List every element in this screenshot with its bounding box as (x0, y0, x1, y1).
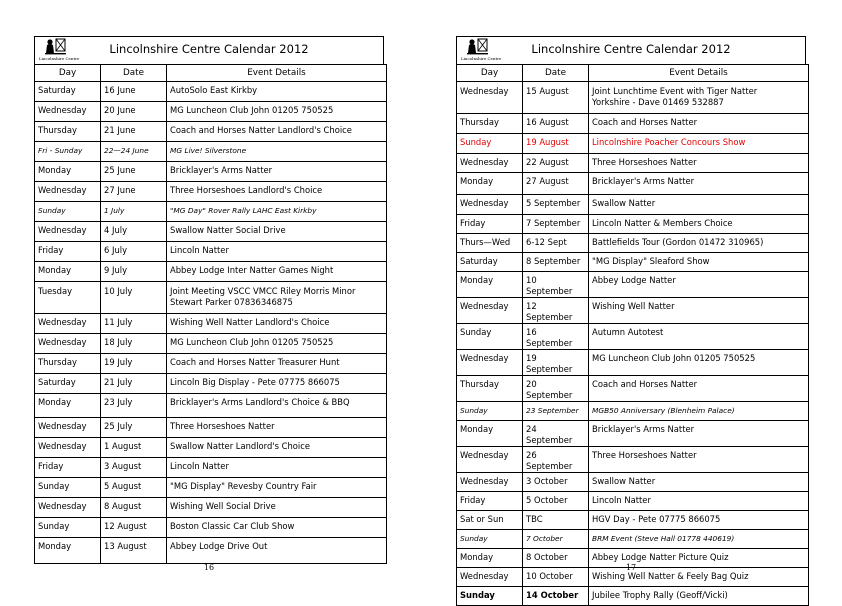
date-cell: 24 September (523, 421, 589, 447)
day-cell: Wednesday (457, 154, 523, 173)
date-cell: 21 June (101, 122, 167, 142)
date-cell: 5 September (523, 195, 589, 215)
day-cell: Thurs—Wed (457, 234, 523, 253)
event-cell: Bricklayer's Arms Natter (589, 421, 809, 447)
day-cell: Sat or Sun (457, 511, 523, 530)
day-cell: Wednesday (35, 334, 101, 354)
date-cell: 27 June (101, 182, 167, 202)
day-cell: Wednesday (35, 182, 101, 202)
table-row (35, 538, 387, 564)
table-row (457, 195, 809, 215)
table-row (35, 354, 387, 374)
day-header: Day (457, 65, 523, 82)
date-cell: TBC (523, 511, 589, 530)
table-row (35, 202, 387, 222)
event-cell: "MG Day" Rover Rally LAHC East Kirkby (167, 202, 387, 222)
day-cell: Monday (35, 162, 101, 182)
day-cell: Tuesday (35, 282, 101, 314)
event-cell: Swallow Natter Social Drive (167, 222, 387, 242)
date-cell: 19 July (101, 354, 167, 374)
event-cell: Wishing Well Social Drive (167, 498, 387, 518)
event-header: Event Details (167, 65, 387, 82)
day-cell: Friday (35, 458, 101, 478)
event-cell: Swallow Natter (589, 473, 809, 492)
date-cell: 18 July (101, 334, 167, 354)
table-row (35, 394, 387, 418)
event-cell: Jubilee Trophy Rally (Geoff/Vicki) (589, 587, 809, 606)
event-cell: Three Horseshoes Natter (589, 154, 809, 173)
day-cell: Sunday (35, 518, 101, 538)
event-cell: "MG Display" Revesby Country Fair (167, 478, 387, 498)
event-cell: Lincoln Natter (167, 242, 387, 262)
table-row (457, 587, 809, 606)
date-cell: 22 August (523, 154, 589, 173)
date-cell: 4 July (101, 222, 167, 242)
table-row (457, 82, 809, 114)
event-cell: Joint Meeting VSCC VMCC Riley Morris Minor Stewart Parker 07836346875 (167, 282, 387, 314)
event-cell: MG Luncheon Club John 01205 750525 (589, 350, 809, 376)
date-cell: 6 July (101, 242, 167, 262)
event-cell: Swallow Natter Landlord's Choice (167, 438, 387, 458)
header-row (457, 65, 809, 82)
date-cell: 19 August (523, 134, 589, 154)
day-cell: Friday (35, 242, 101, 262)
event-cell: Lincoln Natter (589, 492, 809, 511)
date-cell: 12 August (101, 518, 167, 538)
table-row (35, 418, 387, 438)
date-cell: 21 July (101, 374, 167, 394)
day-cell: Saturday (457, 253, 523, 272)
day-cell: Wednesday (457, 473, 523, 492)
day-cell: Monday (457, 272, 523, 298)
table-row (35, 82, 387, 102)
table-row (457, 215, 809, 234)
table-row (457, 324, 809, 350)
date-cell: 13 August (101, 538, 167, 564)
event-cell: Three Horseshoes Natter (589, 447, 809, 473)
date-cell: 20 September (523, 376, 589, 402)
table-row (457, 298, 809, 324)
event-cell: MG Live! Silverstone (167, 142, 387, 162)
calendar-table (34, 64, 387, 564)
date-header: Date (523, 65, 589, 82)
table-row (457, 511, 809, 530)
page-header (34, 36, 384, 64)
event-cell: Wishing Well Natter & Feely Bag Quiz (589, 568, 809, 587)
date-cell: 15 August (523, 82, 589, 114)
day-cell: Monday (35, 394, 101, 418)
date-cell: 23 July (101, 394, 167, 418)
date-cell: 8 August (101, 498, 167, 518)
page-number: 16 (203, 563, 215, 572)
table-row (35, 222, 387, 242)
day-cell: Monday (35, 538, 101, 564)
date-cell: 22—24 June (101, 142, 167, 162)
event-cell: MG Luncheon Club John 01205 750525 (167, 334, 387, 354)
day-cell: Friday (457, 215, 523, 234)
event-cell: Lincoln Natter (167, 458, 387, 478)
date-cell: 11 July (101, 314, 167, 334)
event-cell: Boston Classic Car Club Show (167, 518, 387, 538)
table-row (457, 376, 809, 402)
event-cell: Coach and Horses Natter (589, 114, 809, 134)
event-cell: Coach and Horses Natter Treasurer Hunt (167, 354, 387, 374)
table-row (35, 478, 387, 498)
event-cell: Coach and Horses Natter (589, 376, 809, 402)
day-cell: Wednesday (457, 350, 523, 376)
right-page (456, 36, 806, 606)
table-row (35, 162, 387, 182)
table-row (457, 272, 809, 298)
table-row (457, 134, 809, 154)
date-cell: 8 September (523, 253, 589, 272)
table-row (457, 402, 809, 421)
event-cell: Bricklayer's Arms Natter (167, 162, 387, 182)
date-cell: 12 September (523, 298, 589, 324)
event-cell: Coach and Horses Natter Landlord's Choice (167, 122, 387, 142)
event-cell: MGB50 Anniversary (Blenheim Palace) (589, 402, 809, 421)
day-cell: Wednesday (457, 568, 523, 587)
table-row (457, 234, 809, 253)
day-cell: Wednesday (35, 438, 101, 458)
table-row (35, 374, 387, 394)
table-row (457, 421, 809, 447)
page-title: Lincolnshire Centre Calendar 2012 (109, 42, 309, 56)
table-row (35, 334, 387, 354)
date-cell: 25 July (101, 418, 167, 438)
calendar-table (456, 64, 809, 606)
day-cell: Sunday (457, 134, 523, 154)
day-cell: Saturday (35, 82, 101, 102)
event-cell: Battlefields Tour (Gordon 01472 310965) (589, 234, 809, 253)
event-cell: "MG Display" Sleaford Show (589, 253, 809, 272)
header-row (35, 65, 387, 82)
day-cell: Thursday (457, 376, 523, 402)
table-row (457, 530, 809, 549)
day-cell: Wednesday (35, 498, 101, 518)
event-cell: Three Horseshoes Natter (167, 418, 387, 438)
day-cell: Wednesday (457, 195, 523, 215)
date-cell: 26 September (523, 447, 589, 473)
table-row (35, 142, 387, 162)
date-cell: 5 October (523, 492, 589, 511)
table-row (457, 473, 809, 492)
day-cell: Sunday (35, 202, 101, 222)
day-cell: Thursday (35, 122, 101, 142)
day-cell: Wednesday (35, 314, 101, 334)
event-cell: AutoSolo East Kirkby (167, 82, 387, 102)
table-row (35, 518, 387, 538)
date-cell: 23 September (523, 402, 589, 421)
page-title: Lincolnshire Centre Calendar 2012 (531, 42, 731, 56)
date-cell: 16 June (101, 82, 167, 102)
date-cell: 20 June (101, 102, 167, 122)
date-cell: 5 August (101, 478, 167, 498)
day-cell: Wednesday (35, 222, 101, 242)
date-header: Date (101, 65, 167, 82)
event-cell: Joint Lunchtime Event with Tiger Natter Yorkshire - Dave 01469 532887 (589, 82, 809, 114)
logo-caption: Lincolnshire Centre (39, 56, 80, 61)
day-cell: Monday (457, 173, 523, 195)
date-cell: 14 October (523, 587, 589, 606)
event-cell: Abbey Lodge Natter (589, 272, 809, 298)
table-row (35, 314, 387, 334)
day-header: Day (35, 65, 101, 82)
date-cell: 1 July (101, 202, 167, 222)
day-cell: Wednesday (457, 82, 523, 114)
event-cell: Lincoln Big Display - Pete 07775 866075 (167, 374, 387, 394)
day-cell: Sunday (457, 402, 523, 421)
day-cell: Monday (457, 421, 523, 447)
table-row (457, 173, 809, 195)
date-cell: 1 August (101, 438, 167, 458)
date-cell: 25 June (101, 162, 167, 182)
table-row (457, 253, 809, 272)
event-cell: Wishing Well Natter (589, 298, 809, 324)
date-cell: 7 September (523, 215, 589, 234)
date-cell: 10 October (523, 568, 589, 587)
date-cell: 6-12 Sept (523, 234, 589, 253)
day-cell: Sunday (35, 478, 101, 498)
day-cell: Wednesday (35, 418, 101, 438)
date-cell: 8 October (523, 549, 589, 568)
date-cell: 3 August (101, 458, 167, 478)
event-cell: Wishing Well Natter Landlord's Choice (167, 314, 387, 334)
date-cell: 16 August (523, 114, 589, 134)
day-cell: Thursday (457, 114, 523, 134)
event-header: Event Details (589, 65, 809, 82)
table-row (35, 122, 387, 142)
table-row (35, 262, 387, 282)
table-row (457, 154, 809, 173)
table-row (35, 498, 387, 518)
date-cell: 7 October (523, 530, 589, 549)
table-row (457, 350, 809, 376)
table-row (457, 114, 809, 134)
table-row (35, 182, 387, 202)
date-cell: 10 September (523, 272, 589, 298)
page-header (456, 36, 806, 64)
table-row (457, 447, 809, 473)
day-cell: Sunday (457, 324, 523, 350)
day-cell: Sunday (457, 587, 523, 606)
event-cell: HGV Day - Pete 07775 866075 (589, 511, 809, 530)
day-cell: Monday (457, 549, 523, 568)
day-cell: Sunday (457, 530, 523, 549)
table-row (35, 242, 387, 262)
day-cell: Wednesday (457, 447, 523, 473)
event-cell: Lincoln Natter & Members Choice (589, 215, 809, 234)
day-cell: Fri - Sunday (35, 142, 101, 162)
event-cell: BRM Event (Steve Hall 01778 440619) (589, 530, 809, 549)
event-cell: Abbey Lodge Inter Natter Games Night (167, 262, 387, 282)
date-cell: 9 July (101, 262, 167, 282)
event-cell: Lincolnshire Poacher Concours Show (589, 134, 809, 154)
table-row (35, 282, 387, 314)
event-cell: Three Horseshoes Landlord's Choice (167, 182, 387, 202)
day-cell: Thursday (35, 354, 101, 374)
date-cell: 10 July (101, 282, 167, 314)
table-row (35, 438, 387, 458)
table-row (457, 492, 809, 511)
day-cell: Saturday (35, 374, 101, 394)
event-cell: Autumn Autotest (589, 324, 809, 350)
event-cell: Abbey Lodge Natter Picture Quiz (589, 549, 809, 568)
day-cell: Friday (457, 492, 523, 511)
event-cell: Swallow Natter (589, 195, 809, 215)
date-cell: 19 September (523, 350, 589, 376)
event-cell: Abbey Lodge Drive Out (167, 538, 387, 564)
date-cell: 3 October (523, 473, 589, 492)
table-row (35, 458, 387, 478)
date-cell: 27 August (523, 173, 589, 195)
event-cell: MG Luncheon Club John 01205 750525 (167, 102, 387, 122)
event-cell: Bricklayer's Arms Natter (589, 173, 809, 195)
page-number: 17 (625, 563, 637, 572)
left-page (34, 36, 384, 564)
day-cell: Wednesday (457, 298, 523, 324)
date-cell: 16 September (523, 324, 589, 350)
table-row (35, 102, 387, 122)
day-cell: Wednesday (35, 102, 101, 122)
day-cell: Monday (35, 262, 101, 282)
logo-caption: Lincolnshire Centre (461, 56, 502, 61)
event-cell: Bricklayer's Arms Landlord's Choice & BBQ (167, 394, 387, 418)
